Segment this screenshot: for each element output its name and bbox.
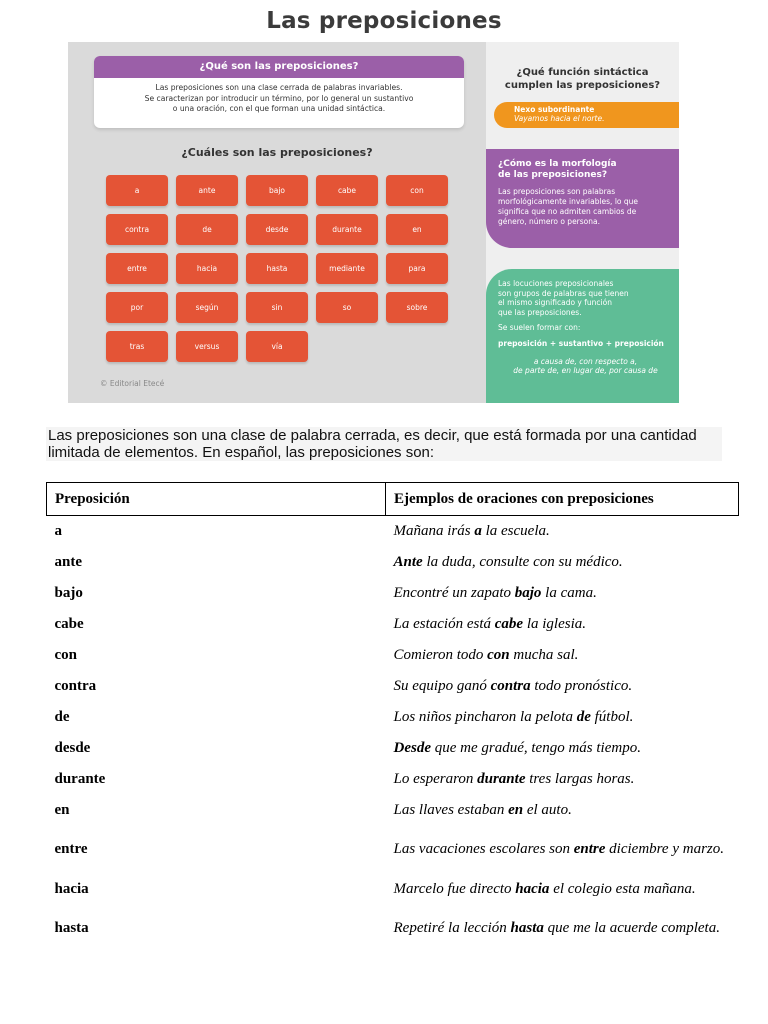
preposition-cell: contra <box>54 677 97 694</box>
definition-line: o una oración, con el que forman una unidad sintáctica. <box>172 104 386 113</box>
example-preposition: hacia <box>515 880 550 897</box>
example-text: Marcelo fue directo <box>393 880 516 897</box>
example-preposition: a <box>474 522 482 539</box>
example-text: la iglesia. <box>523 615 586 632</box>
definition-card <box>94 56 464 128</box>
preposition-chip: bajo <box>246 175 308 206</box>
preposition-cell: hasta <box>54 920 89 936</box>
preposition-cell: entre <box>54 841 88 857</box>
preposition-cell: a <box>54 522 62 539</box>
morphology-line: Las preposiciones son palabras <box>498 187 616 196</box>
preposition-chip: ante <box>176 175 238 206</box>
preposition-cell: hacia <box>54 880 89 897</box>
preposition-chip: desde <box>246 214 308 245</box>
example-text: que me la acuerde completa. <box>543 920 720 936</box>
example-cell <box>386 702 739 733</box>
preposition-chip: entre <box>106 253 168 284</box>
example-cell <box>386 795 739 826</box>
preposition-chip: cabe <box>316 175 378 206</box>
locutions-line: son grupos de palabras que tienen <box>498 288 629 298</box>
header-examples: Ejemplos de oraciones con preposiciones <box>386 483 739 516</box>
table-row <box>47 733 739 764</box>
example-text: diciembre y marzo. <box>605 841 725 857</box>
table-row <box>47 702 739 733</box>
definition-line: Las preposiciones son una clase cerrada de palabras invariables. <box>155 83 403 92</box>
infographic <box>68 42 679 403</box>
morphology-title-line: ¿Cómo es la morfología <box>498 159 617 169</box>
preposition-chip: sobre <box>386 292 448 323</box>
example-text: la duda, consulte con su médico. <box>422 553 623 570</box>
example-preposition: en <box>508 801 524 818</box>
header-preposition: Preposición <box>47 483 386 516</box>
intro-paragraph: Las preposiciones son una clase de palabra cerrada, es decir, que está formada por una cantidad limitada de elementos. En español, las preposiciones son: <box>46 427 722 461</box>
table-header-row <box>47 483 739 516</box>
morphology-line: morfológicamente invariables, lo que <box>498 197 639 206</box>
preposition-cell: cabe <box>54 615 84 632</box>
preposition-cell: ante <box>54 553 82 570</box>
example-text: La estación está <box>393 615 495 632</box>
preposition-chip: con <box>386 175 448 206</box>
example-cell <box>386 578 739 609</box>
example-text: el colegio esta mañana. <box>549 880 696 897</box>
preposition-cell: con <box>54 646 77 663</box>
example-text: tres largas horas. <box>525 770 635 787</box>
preposition-chip: versus <box>176 331 238 362</box>
preposition-chip: de <box>176 214 238 245</box>
example-text: Lo esperaron <box>393 770 478 787</box>
morphology-title-line: de las preposiciones? <box>498 170 608 180</box>
example-cell <box>386 516 739 547</box>
preposition-chip: tras <box>106 331 168 362</box>
example-preposition: hasta <box>510 920 544 936</box>
infographic-left-panel <box>68 42 486 403</box>
morphology-title <box>498 159 673 181</box>
preposition-chip: hacia <box>176 253 238 284</box>
morphology-body <box>498 187 673 227</box>
table-row <box>47 547 739 578</box>
preposition-chip: en <box>386 214 448 245</box>
nexo-label: Nexo subordinante <box>514 105 595 114</box>
page-title: Las preposiciones <box>266 8 502 34</box>
example-cell <box>386 733 739 764</box>
locutions-example: de parte de, en lugar de, por causa de <box>513 366 658 376</box>
preposition-chip: según <box>176 292 238 323</box>
table-row <box>47 609 739 640</box>
preposition-chip: mediante <box>316 253 378 284</box>
example-preposition: con <box>487 646 510 663</box>
preposition-chip: durante <box>316 214 378 245</box>
preposition-cell: bajo <box>54 584 83 601</box>
example-cell <box>386 547 739 578</box>
example-text: todo pronóstico. <box>530 677 633 694</box>
locutions-line: el mismo significado y función <box>498 298 612 308</box>
table-row <box>47 874 739 905</box>
preposition-cell: en <box>54 801 70 818</box>
example-text: Las llaves estaban <box>393 801 509 818</box>
example-preposition: Ante <box>393 553 423 570</box>
example-text: Encontré un zapato <box>393 584 515 601</box>
morphology-box <box>486 149 679 248</box>
preposition-cell: de <box>54 708 70 725</box>
preposition-cell: durante <box>54 770 106 787</box>
example-preposition: entre <box>573 841 606 857</box>
preposition-chip: contra <box>106 214 168 245</box>
function-title <box>486 66 679 92</box>
example-cell <box>386 640 739 671</box>
table-row <box>47 671 739 702</box>
example-cell <box>386 826 739 874</box>
infographic-right-panel <box>486 42 679 403</box>
locutions-example: a causa de, con respecto a, <box>533 356 638 366</box>
preposition-chip: para <box>386 253 448 284</box>
example-text: que me gradué, tengo más tiempo. <box>431 739 641 756</box>
definition-card-title: ¿Qué son las preposiciones? <box>94 56 464 78</box>
morphology-line: significa que no admiten cambios de <box>498 207 637 216</box>
definition-line: Se caracterizan por introducir un término, por lo general un sustantivo <box>144 93 414 103</box>
nexo-example: Vayamos hacia el norte. <box>514 114 605 123</box>
locutions-box <box>486 269 679 403</box>
table-row <box>47 764 739 795</box>
locutions-formula: preposición + sustantivo + preposición <box>498 338 664 348</box>
example-cell <box>386 609 739 640</box>
locutions-line: Las locuciones preposicionales <box>498 279 614 288</box>
function-title-line: ¿Qué función sintáctica <box>516 67 649 78</box>
prepositions-table <box>46 482 739 953</box>
example-cell <box>386 874 739 905</box>
example-text: la escuela. <box>481 522 550 539</box>
example-text: mucha sal. <box>509 646 579 663</box>
function-title-line: cumplen las preposiciones? <box>504 80 661 91</box>
example-cell <box>386 671 739 702</box>
table-row <box>47 640 739 671</box>
nexo-badge <box>494 102 679 128</box>
example-text: Su equipo ganó <box>393 677 491 694</box>
table-row <box>47 578 739 609</box>
example-text: Las vacaciones escolares son <box>393 841 574 857</box>
table-row <box>47 516 739 547</box>
example-cell <box>386 764 739 795</box>
example-preposition: bajo <box>514 584 542 601</box>
example-text: Repetiré la lección <box>393 920 511 936</box>
example-cell <box>386 905 739 953</box>
preposition-chip: hasta <box>246 253 308 284</box>
preposition-chip: so <box>316 292 378 323</box>
locutions-formed-with: Se suelen formar con: <box>498 323 581 333</box>
example-preposition: de <box>576 708 591 725</box>
table-row <box>47 905 739 953</box>
example-text: Los niños pincharon la pelota <box>393 708 577 725</box>
example-preposition: contra <box>490 677 531 694</box>
definition-card-body <box>94 78 464 115</box>
list-title: ¿Cuáles son las preposiciones? <box>181 146 373 159</box>
locutions-line: que las preposiciones. <box>498 307 582 317</box>
preposition-chip: vía <box>246 331 308 362</box>
copyright: © Editorial Etecé <box>100 379 165 388</box>
table-row <box>47 826 739 874</box>
table-row <box>47 795 739 826</box>
preposition-chip: por <box>106 292 168 323</box>
example-text: fútbol. <box>590 708 634 725</box>
example-preposition: cabe <box>494 615 524 632</box>
example-preposition: durante <box>477 770 526 787</box>
preposition-cell: desde <box>54 739 91 756</box>
example-text: la cama. <box>541 584 597 601</box>
example-preposition: Desde <box>393 739 431 756</box>
morphology-line: género, número o persona. <box>498 217 600 226</box>
preposition-chip: a <box>106 175 168 206</box>
preposition-chip: sin <box>246 292 308 323</box>
example-text: Comieron todo <box>393 646 488 663</box>
example-text: el auto. <box>523 801 572 818</box>
example-text: Mañana irás <box>393 522 475 539</box>
